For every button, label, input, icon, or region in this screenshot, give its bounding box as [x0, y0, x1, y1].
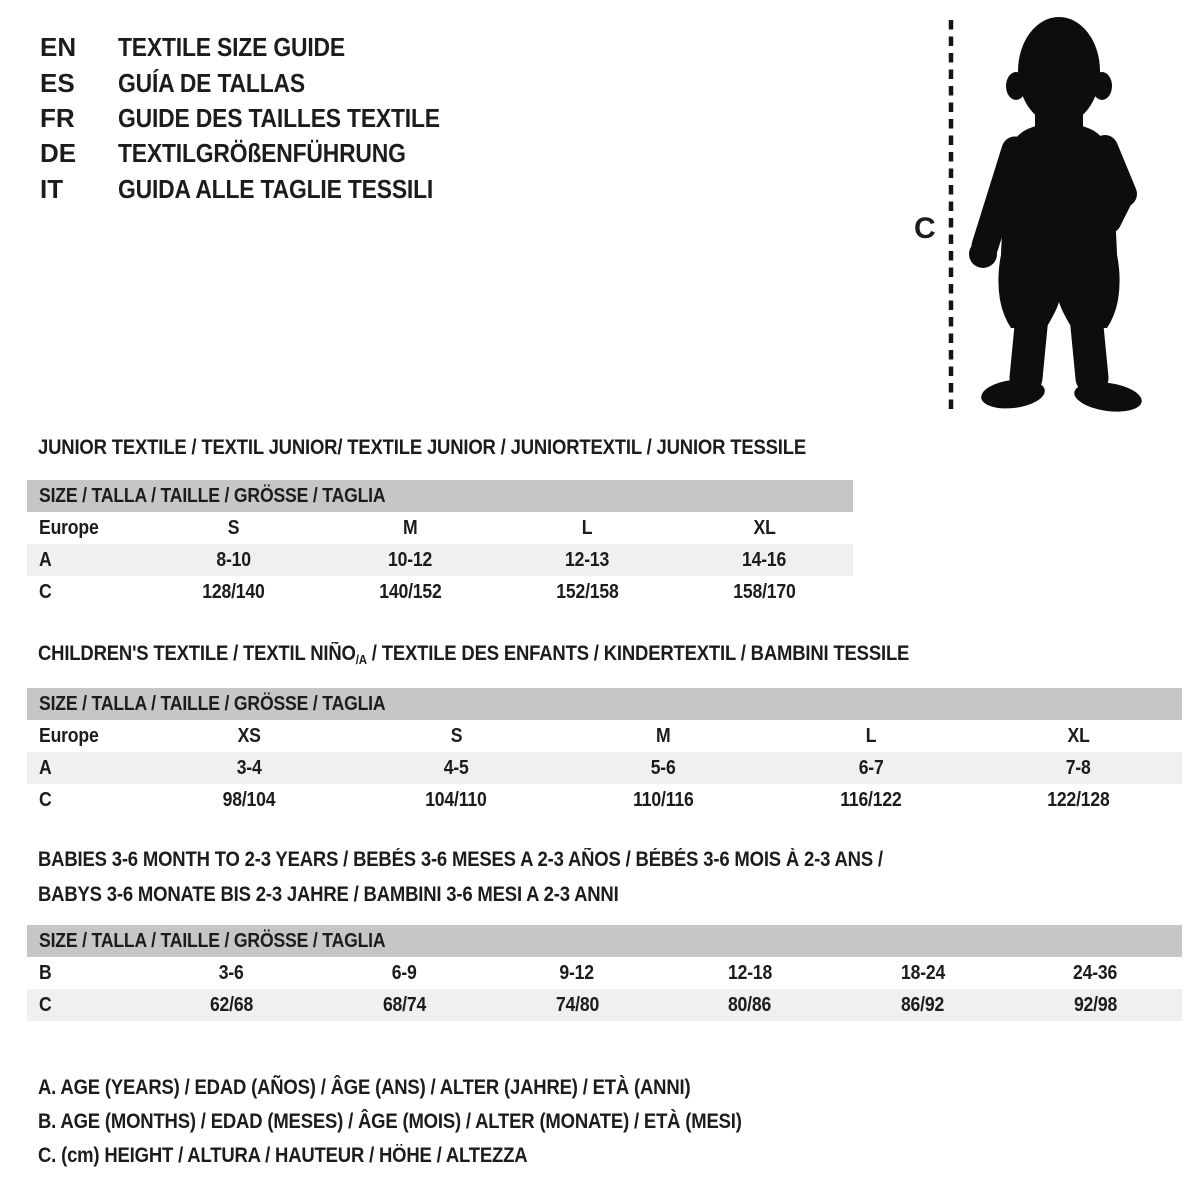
- language-row-es: [40, 65, 484, 100]
- row-label: C: [39, 580, 52, 603]
- height-cell: 74/80: [555, 993, 599, 1016]
- children-title-post: / TEXTILE DES ENFANTS / KINDERTEXTIL / BAMBINI TESSILE: [366, 642, 910, 665]
- size-cell: M: [656, 724, 671, 747]
- row-label: A: [39, 548, 52, 571]
- row-label: A: [39, 756, 52, 779]
- height-cell: 152/158: [556, 580, 619, 603]
- children-section-title: [38, 642, 909, 668]
- row-label: C: [39, 788, 52, 811]
- language-code: DE: [40, 138, 77, 169]
- size-cell: XL: [753, 516, 776, 539]
- height-cell: 158/170: [733, 580, 796, 603]
- height-cell: 86/92: [901, 993, 945, 1016]
- guide-title: TEXTILE SIZE GUIDE: [118, 32, 345, 63]
- language-row-fr: [40, 101, 484, 136]
- legend-text: A. AGE (YEARS) / EDAD (AÑOS) / ÂGE (ANS) / ALTER (JAHRE) / ETÀ (ANNI): [38, 1076, 691, 1099]
- months-cell: 18-24: [900, 961, 945, 984]
- months-cell: 24-36: [1073, 961, 1118, 984]
- age-cell: 3-4: [236, 756, 262, 779]
- measurement-legend: [38, 1071, 838, 1173]
- age-cell: 8-10: [216, 548, 251, 571]
- size-cell: S: [227, 516, 240, 539]
- height-figure-graphic: [905, 14, 1165, 419]
- language-code: EN: [40, 32, 77, 63]
- table-row-height: [27, 576, 853, 608]
- junior-section-title: JUNIOR TEXTILE / TEXTIL JUNIOR/ TEXTILE JUNIOR / JUNIORTEXTIL / JUNIOR TESSILE: [38, 436, 807, 459]
- age-cell: 14-16: [742, 548, 787, 571]
- row-label: C: [39, 993, 52, 1016]
- language-code: IT: [40, 173, 64, 204]
- height-cell: 98/104: [222, 788, 276, 811]
- size-cell: XL: [1067, 724, 1090, 747]
- height-cell: 104/110: [425, 788, 487, 811]
- row-label: B: [39, 961, 52, 984]
- size-cell: M: [403, 516, 418, 539]
- size-cell: XS: [237, 724, 261, 747]
- row-label: Europe: [39, 516, 99, 539]
- children-title-sub: /A: [355, 652, 367, 667]
- legend-line-c: [38, 1139, 838, 1173]
- age-cell: 5-6: [651, 756, 676, 779]
- height-cell: 140/152: [379, 580, 442, 603]
- age-cell: 12-13: [565, 548, 610, 571]
- size-cell: S: [450, 724, 462, 747]
- babies-section-title-line2: BABYS 3-6 MONATE BIS 2-3 JAHRE / BAMBINI 3-6 MESI A 2-3 ANNI: [38, 883, 619, 906]
- months-cell: 12-18: [727, 961, 772, 984]
- height-figure: [905, 14, 1165, 419]
- size-table-header: SIZE / TALLA / TAILLE / GRÖSSE / TAGLIA: [39, 692, 386, 715]
- size-table-header: SIZE / TALLA / TAILLE / GRÖSSE / TAGLIA: [39, 929, 386, 952]
- table-row-height: [27, 989, 1182, 1021]
- size-header-row: [27, 480, 853, 512]
- babies-size-table: [27, 925, 1182, 1021]
- months-cell: 3-6: [218, 961, 244, 984]
- age-cell: 6-7: [858, 756, 884, 779]
- height-measure-label: C: [914, 212, 936, 245]
- table-row-age: [27, 752, 1182, 784]
- size-table-header: SIZE / TALLA / TAILLE / GRÖSSE / TAGLIA: [39, 484, 386, 507]
- legend-line-a: [38, 1071, 838, 1105]
- children-size-table: [27, 688, 1182, 816]
- height-cell: 80/86: [728, 993, 772, 1016]
- legend-text: B. AGE (MONTHS) / EDAD (MESES) / ÂGE (MOIS) / ALTER (MONATE) / ETÀ (MESI): [38, 1110, 742, 1133]
- age-cell: 7-8: [1065, 756, 1091, 779]
- junior-size-table: [27, 480, 853, 608]
- height-cell: 92/98: [1073, 993, 1118, 1016]
- table-row-age: [27, 544, 853, 576]
- legend-line-b: [38, 1105, 838, 1139]
- language-code: FR: [40, 102, 75, 133]
- months-cell: 6-9: [391, 961, 417, 984]
- language-row-de: [40, 136, 484, 171]
- table-row-height: [27, 784, 1182, 816]
- guide-title: GUÍA DE TALLAS: [118, 67, 305, 98]
- table-row-europe: [27, 512, 853, 544]
- height-cell: 110/116: [633, 788, 694, 811]
- size-cell: L: [865, 724, 877, 747]
- language-code: ES: [40, 67, 75, 98]
- height-cell: 62/68: [209, 993, 254, 1016]
- age-cell: 10-12: [388, 548, 433, 571]
- height-cell: 68/74: [382, 993, 426, 1016]
- height-cell: 122/128: [1047, 788, 1110, 811]
- months-cell: 9-12: [559, 961, 595, 984]
- guide-title: TEXTILGRÖßENFÜHRUNG: [118, 138, 406, 169]
- height-cell: 128/140: [202, 580, 265, 603]
- language-title-list: [40, 30, 484, 207]
- language-row-it: [40, 172, 484, 207]
- size-cell: L: [582, 516, 593, 539]
- guide-title: GUIDA ALLE TAGLIE TESSILI: [118, 173, 434, 204]
- guide-title: GUIDE DES TAILLES TEXTILE: [118, 102, 440, 133]
- row-label: Europe: [39, 724, 99, 747]
- table-row-months: [27, 957, 1182, 989]
- language-row-en: [40, 30, 484, 65]
- size-header-row: [27, 925, 1182, 957]
- legend-text: C. (cm) HEIGHT / ALTURA / HAUTEUR / HÖHE / ALTEZZA: [38, 1144, 528, 1167]
- size-header-row: [27, 688, 1182, 720]
- babies-section-title-line1: BABIES 3-6 MONTH TO 2-3 YEARS / BEBÉS 3-6 MESES A 2-3 AÑOS / BÉBÉS 3-6 MOIS À 2-3 ANS /: [38, 848, 883, 871]
- height-cell: 116/122: [840, 788, 902, 811]
- table-row-europe: [27, 720, 1182, 752]
- toddler-silhouette-icon: [969, 17, 1144, 416]
- children-title-pre: CHILDREN'S TEXTILE / TEXTIL NIÑO: [38, 642, 356, 665]
- age-cell: 4-5: [443, 756, 469, 779]
